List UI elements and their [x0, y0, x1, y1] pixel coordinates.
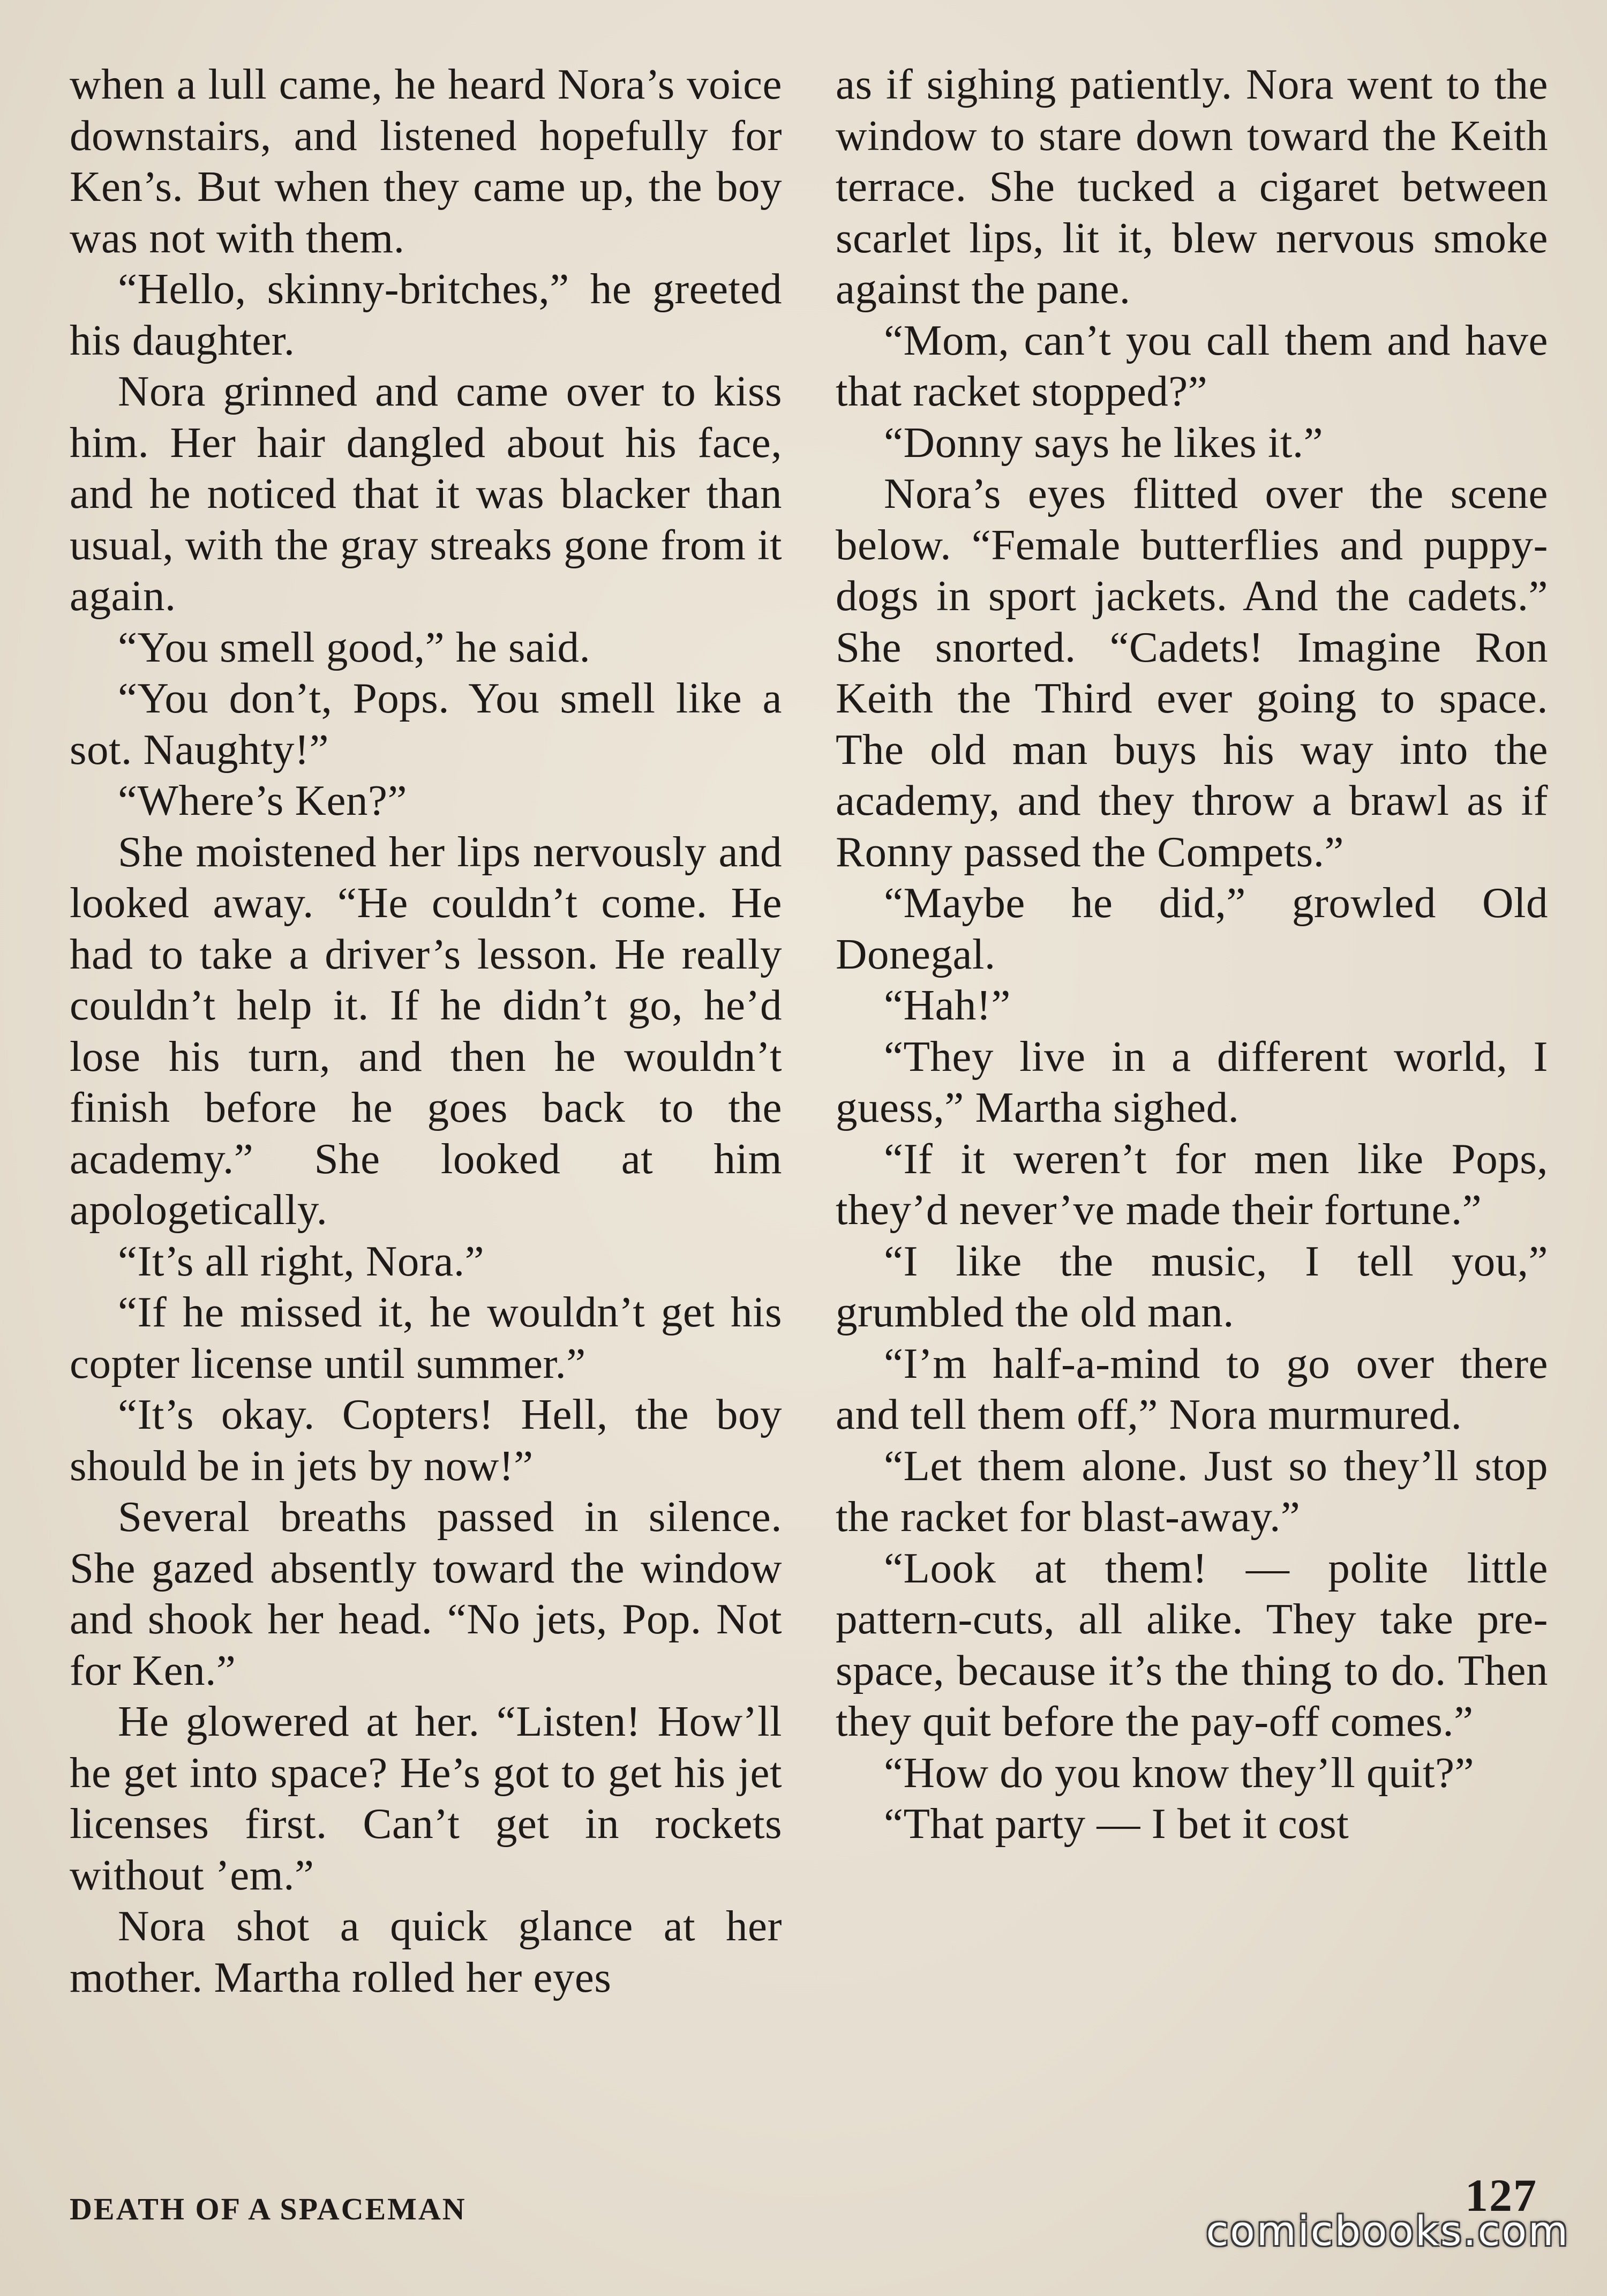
paragraph: when a lull came, he heard Nora’s voice downstairs, and listened hopefully for Ken’s. But when they came up, the boy was not with them. [70, 60, 782, 262]
paragraph: Nora grinned and came over to kiss him. Her hair dangled about his face, and he noticed that it was blacker than usual, with the gray streaks gone from it again. [70, 367, 782, 620]
paragraph: “Where’s Ken?” [118, 776, 407, 824]
paragraph: “Hah!” [884, 981, 1011, 1029]
watermark-text: comicbooks.com [1206, 2207, 1570, 2255]
paragraph: “If it weren’t for men like Pops, they’d never’ve made their fortune.” [836, 1134, 1548, 1234]
paragraph: “Look at them! — polite little pattern-cuts, all alike. They take pre-space, because it’s the thing to do. Then they quit before the pay-off comes.” [836, 1543, 1548, 1745]
paragraph: as if sighing patiently. Nora went to the window to stare down toward the Keith terrace. She tucked a cigaret between scarlet lips, lit it, blew nervous smoke against the pane. [836, 60, 1548, 313]
paragraph: “Maybe he did,” growled Old Donegal. [836, 879, 1548, 978]
paragraph: “You don’t, Pops. You smell like a sot. Naughty!” [70, 674, 782, 774]
paragraph: “Hello, skinny-britches,” he greeted his daughter. [70, 265, 782, 364]
paragraph: “They live in a different world, I guess,” Martha sighed. [836, 1032, 1548, 1131]
paragraph: “I’m half-a-mind to go over there and tell them off,” Nora murmured. [836, 1339, 1548, 1438]
page-number: 127 [1465, 2170, 1537, 2221]
paragraph: Nora shot a quick glance at her mother. Martha rolled her eyes [70, 1902, 782, 2001]
paragraph: “Let them alone. Just so they’ll stop the racket for blast-away.” [836, 1441, 1548, 1541]
right-text-column [836, 59, 1548, 1850]
paragraph: “I like the music, I tell you,” grumbled the old man. [836, 1236, 1548, 1336]
paragraph: “How do you know they’ll quit?” [884, 1748, 1475, 1797]
paragraph: “You smell good,” he said. [118, 622, 591, 671]
running-footer-title: DEATH OF A SPACEMAN [70, 2192, 467, 2226]
paragraph: Several breaths passed in silence. She gazed absently toward the window and shook her head. “No jets, Pop. Not for Ken.” [70, 1492, 782, 1694]
paragraph: She moistened her lips nervously and looked away. “He couldn’t come. He had to take a driver’s lesson. He really couldn’t help it. If he didn’t go, he’d lose his turn, and then he wouldn’t finish before he goes back to the academy.” She looked at him apologetically. [70, 827, 782, 1234]
paragraph: “Mom, can’t you call them and have that racket stopped?” [836, 316, 1548, 415]
paragraph: “It’s okay. Copters! Hell, the boy should be in jets by now!” [70, 1390, 782, 1490]
paragraph: “If he missed it, he wouldn’t get his copter license until summer.” [70, 1288, 782, 1387]
paragraph: He glowered at her. “Listen! How’ll he get into space? He’s got to get his jet licenses first. Can’t get in rockets without ’em.” [70, 1697, 782, 1899]
paragraph: “Donny says he likes it.” [884, 418, 1324, 467]
paragraph: “It’s all right, Nora.” [118, 1236, 485, 1285]
paragraph: “That party — I bet it cost [884, 1799, 1349, 1848]
paragraph: Nora’s eyes flitted over the scene below. “Female butterflies and puppy-dogs in sport jackets. And the cadets.” She snorted. “Cadets! Imagine Ron Keith the Third ever going to space. The old man buys his way into the academy, and they throw a brawl as if Ronny passed the Compets.” [836, 469, 1548, 876]
left-text-column [70, 59, 782, 2003]
